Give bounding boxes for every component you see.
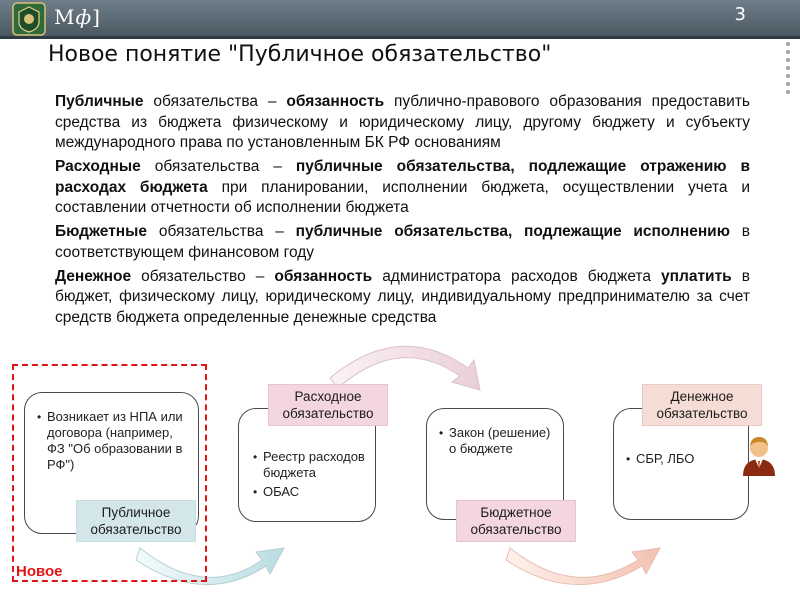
new-label: Новое bbox=[16, 563, 63, 580]
stage-budget-item: • Закон (решение) о бюджете bbox=[437, 425, 553, 457]
header-bar bbox=[0, 0, 800, 36]
slide-number: 3 bbox=[734, 4, 746, 25]
stage-monetary-tag: Денежное обязательство bbox=[642, 384, 762, 426]
emblem-logo bbox=[12, 2, 46, 36]
definitions-block bbox=[55, 92, 750, 332]
header-divider bbox=[0, 36, 800, 39]
definition-monetary: Денежное обязательство – обязанность администратора расходов бюджета уплатить в бюджет, физическому лицу, юридическому лицу, индивидуальному предпринимателю за счет средств бюджета определенные денежные средства bbox=[55, 267, 750, 326]
person-icon bbox=[740, 432, 778, 476]
side-dots-decoration bbox=[782, 42, 794, 98]
definition-expenditure: Расходные обязательства – публичные обязательства, подлежащие отражению в расходах бюджета при планировании, исполнении бюджета, осуществлении учета и составлении отчетности об исполнении бюджета bbox=[55, 158, 750, 216]
stage-public-tag: Публичное обязательство bbox=[76, 500, 196, 542]
stage-expenditure-item-registry: • Реестр расходов бюджета bbox=[251, 449, 365, 481]
definition-public: Публичные обязательства – обязанность публично-правового образования предоставить средства из бюджета физическому и юридическому лицу, другому бюджету и субъекту международного права по установленным БК РФ основаниям bbox=[55, 93, 750, 151]
stage-expenditure-item-obas: • ОБАС bbox=[251, 484, 365, 500]
slide-title: Новое понятие "Публичное обязательство" bbox=[48, 42, 552, 67]
stage-budget-tag: Бюджетное обязательство bbox=[456, 500, 576, 542]
definition-budget: Бюджетные обязательства – публичные обязательства, подлежащие исполнению в соответствующем финансовом году bbox=[55, 223, 750, 261]
brand-wordmark: Мф] bbox=[54, 5, 101, 29]
stage-monetary-item: • СБР, ЛБО bbox=[624, 451, 738, 467]
arrow-budget-to-monetary bbox=[506, 548, 660, 585]
stage-public-item: • Возникает из НПА или договора (например, ФЗ "Об образовании в РФ") bbox=[35, 409, 188, 473]
stage-expenditure-tag: Расходное обязательство bbox=[268, 384, 388, 426]
